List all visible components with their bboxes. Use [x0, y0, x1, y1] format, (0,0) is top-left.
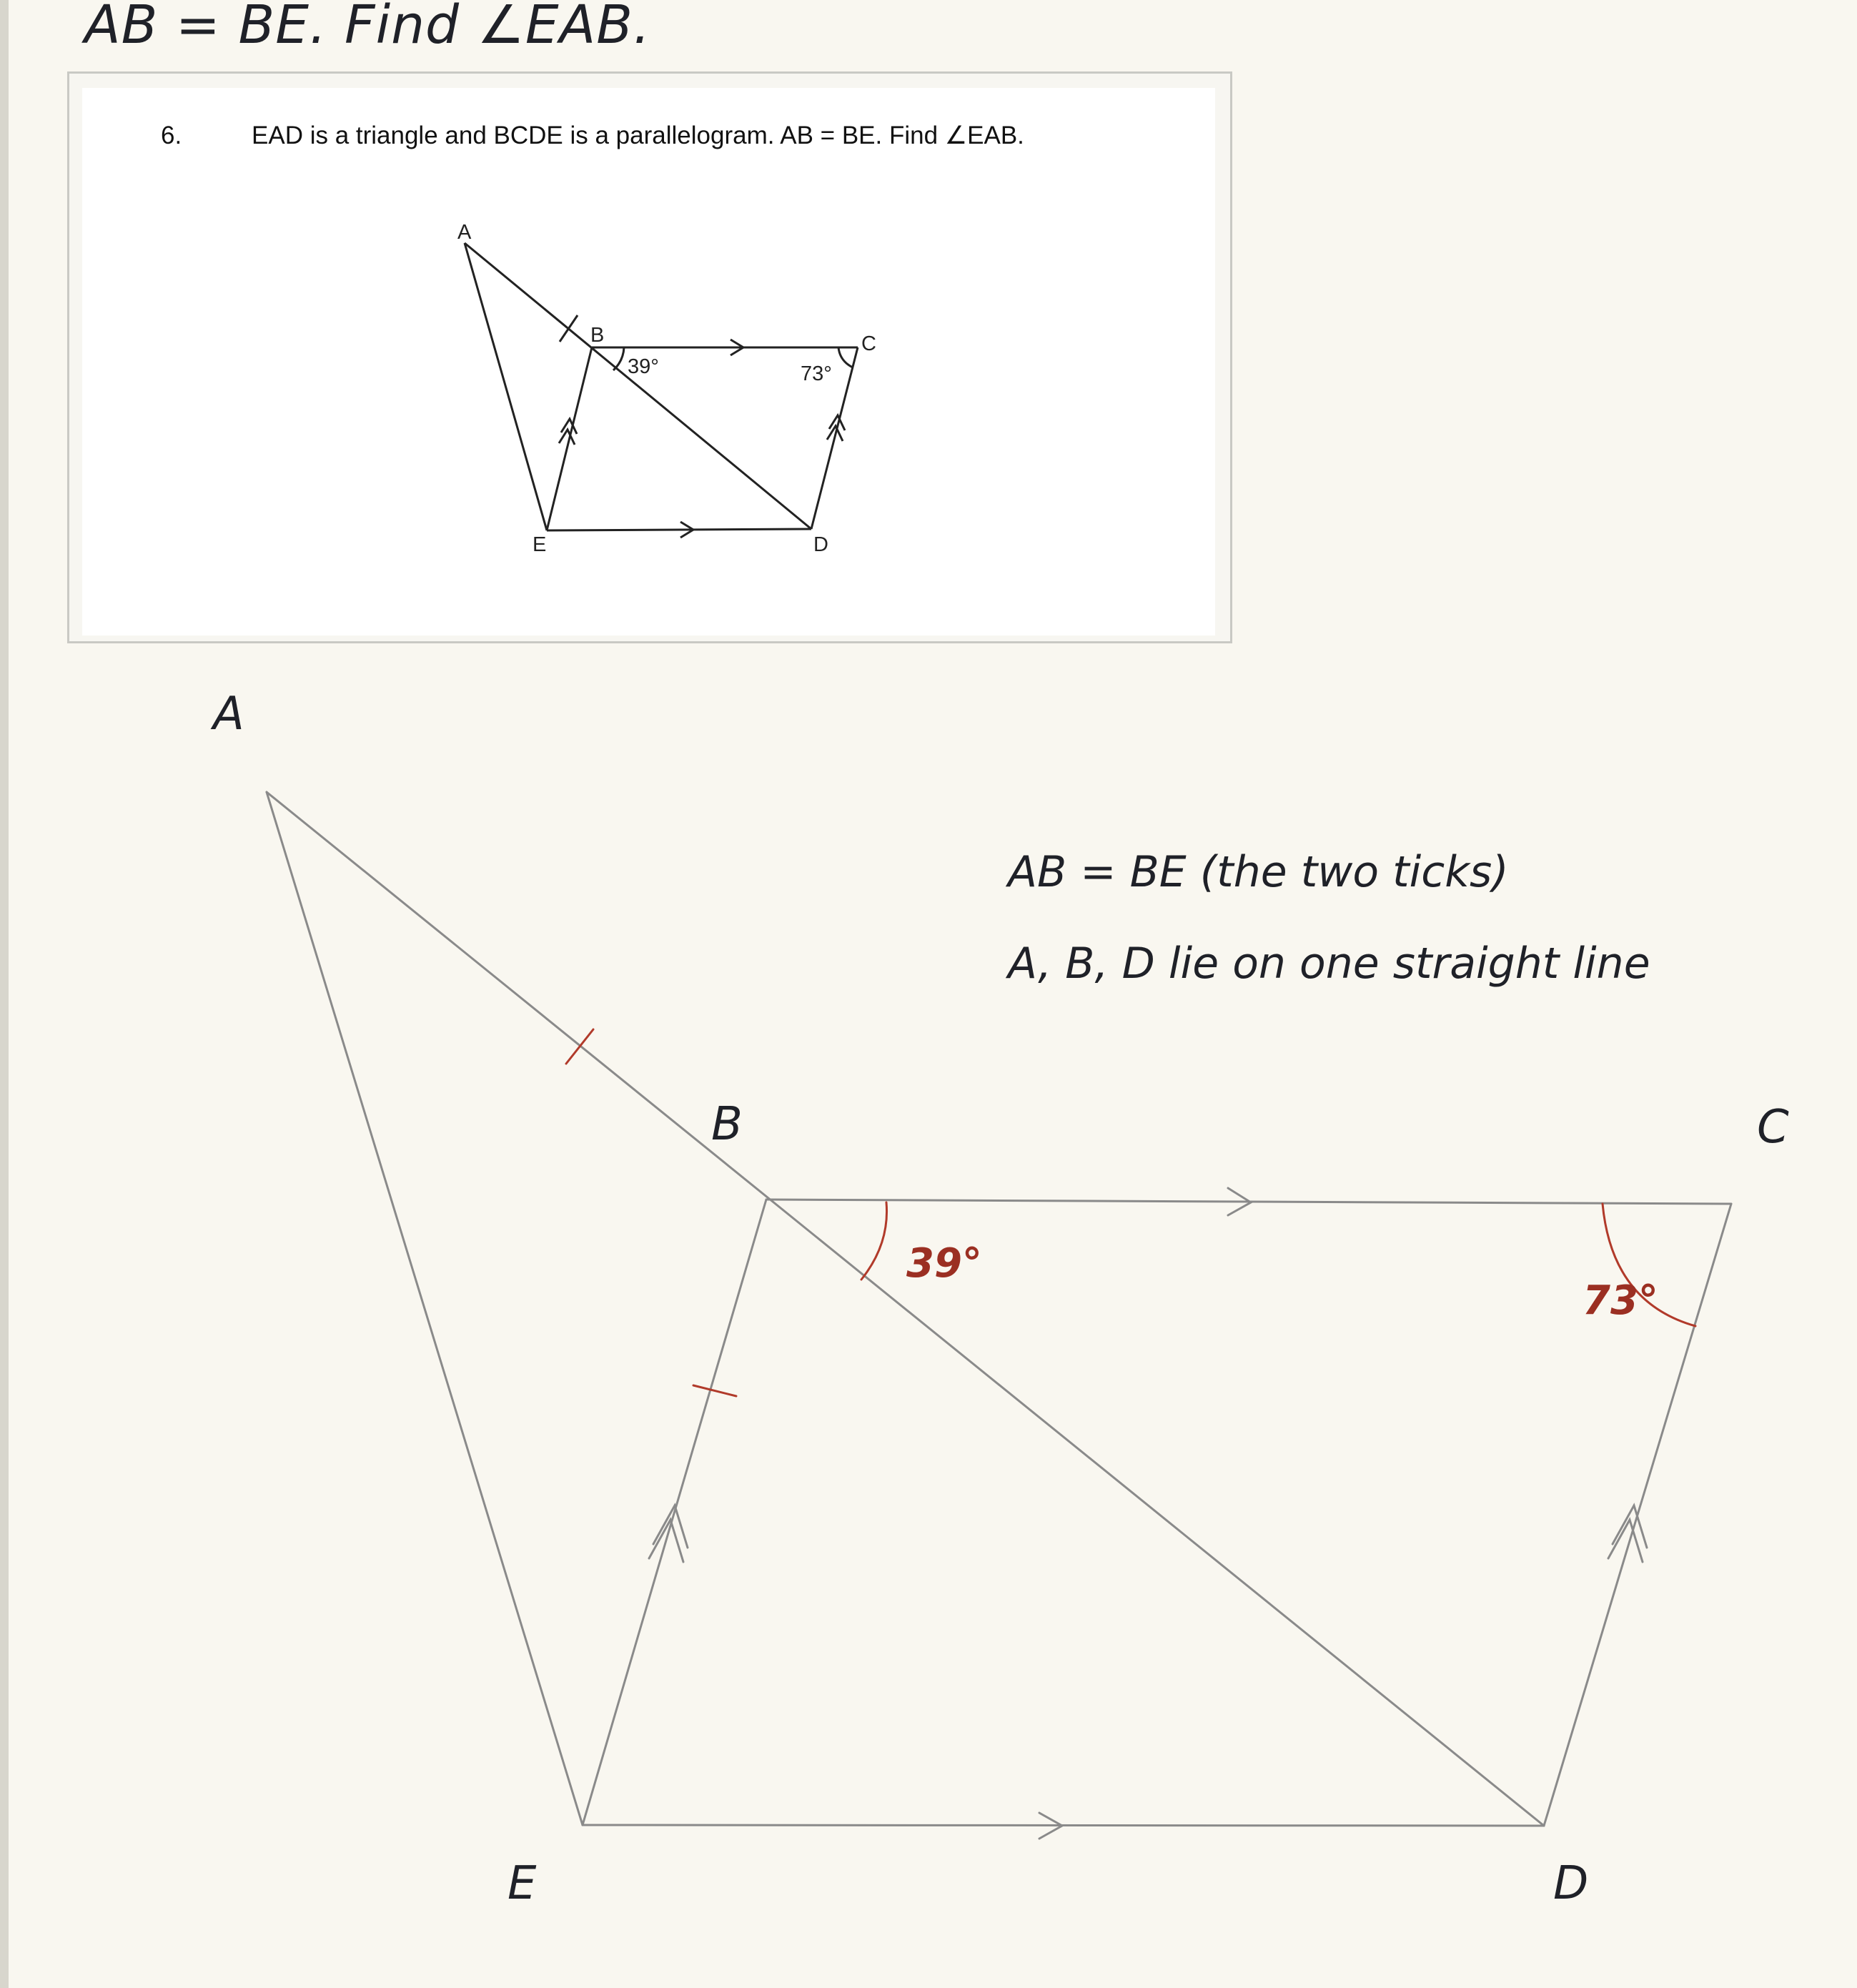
large-diagram-labels: [210, 688, 1789, 1910]
large-label-D: D: [1553, 1857, 1589, 1910]
large-angle-C: 73°: [1583, 1277, 1658, 1324]
large-tick-AB: [566, 1029, 593, 1064]
large-label-E: E: [507, 1857, 537, 1910]
small-label-E: E: [533, 533, 547, 556]
small-line-ED: [547, 529, 811, 530]
small-angle-C: 73°: [801, 362, 832, 385]
large-angle-labels: [906, 1240, 1658, 1324]
large-line-AE: [267, 792, 583, 1825]
note-line-2: A, B, D lie on one straight line: [1008, 939, 1650, 989]
question-number: 6.: [161, 122, 182, 149]
large-label-A: A: [213, 688, 244, 741]
large-angle-B: 39°: [906, 1240, 982, 1287]
note-line-1: AB = BE (the two ticks): [1008, 847, 1509, 897]
small-diagram-labels: [457, 221, 876, 556]
small-angle-arc-C: [838, 347, 853, 367]
large-label-C: C: [1757, 1101, 1789, 1154]
small-label-C: C: [861, 332, 876, 355]
small-line-AE: [465, 243, 547, 530]
small-label-D: D: [813, 533, 828, 556]
large-angle-arc-B: [861, 1202, 887, 1280]
small-angle-B: 39°: [628, 355, 659, 378]
small-line-AD: [465, 243, 811, 529]
side-notes: [1005, 847, 1650, 989]
large-label-B: B: [711, 1098, 743, 1151]
large-tick-BE: [693, 1385, 736, 1396]
small-diagram: [465, 243, 858, 538]
header-note: AB = BE. Find ∠EAB.: [84, 0, 651, 56]
large-line-BE: [583, 1200, 766, 1825]
small-tick-AB: [560, 315, 578, 342]
small-label-A: A: [457, 221, 472, 244]
small-label-B: B: [590, 324, 605, 347]
small-line-BE: [547, 347, 592, 530]
question-text: EAD is a triangle and BCDE is a parallelogram. AB = BE. Find ∠EAB.: [252, 122, 1024, 149]
large-annotations: [566, 1029, 1695, 1396]
